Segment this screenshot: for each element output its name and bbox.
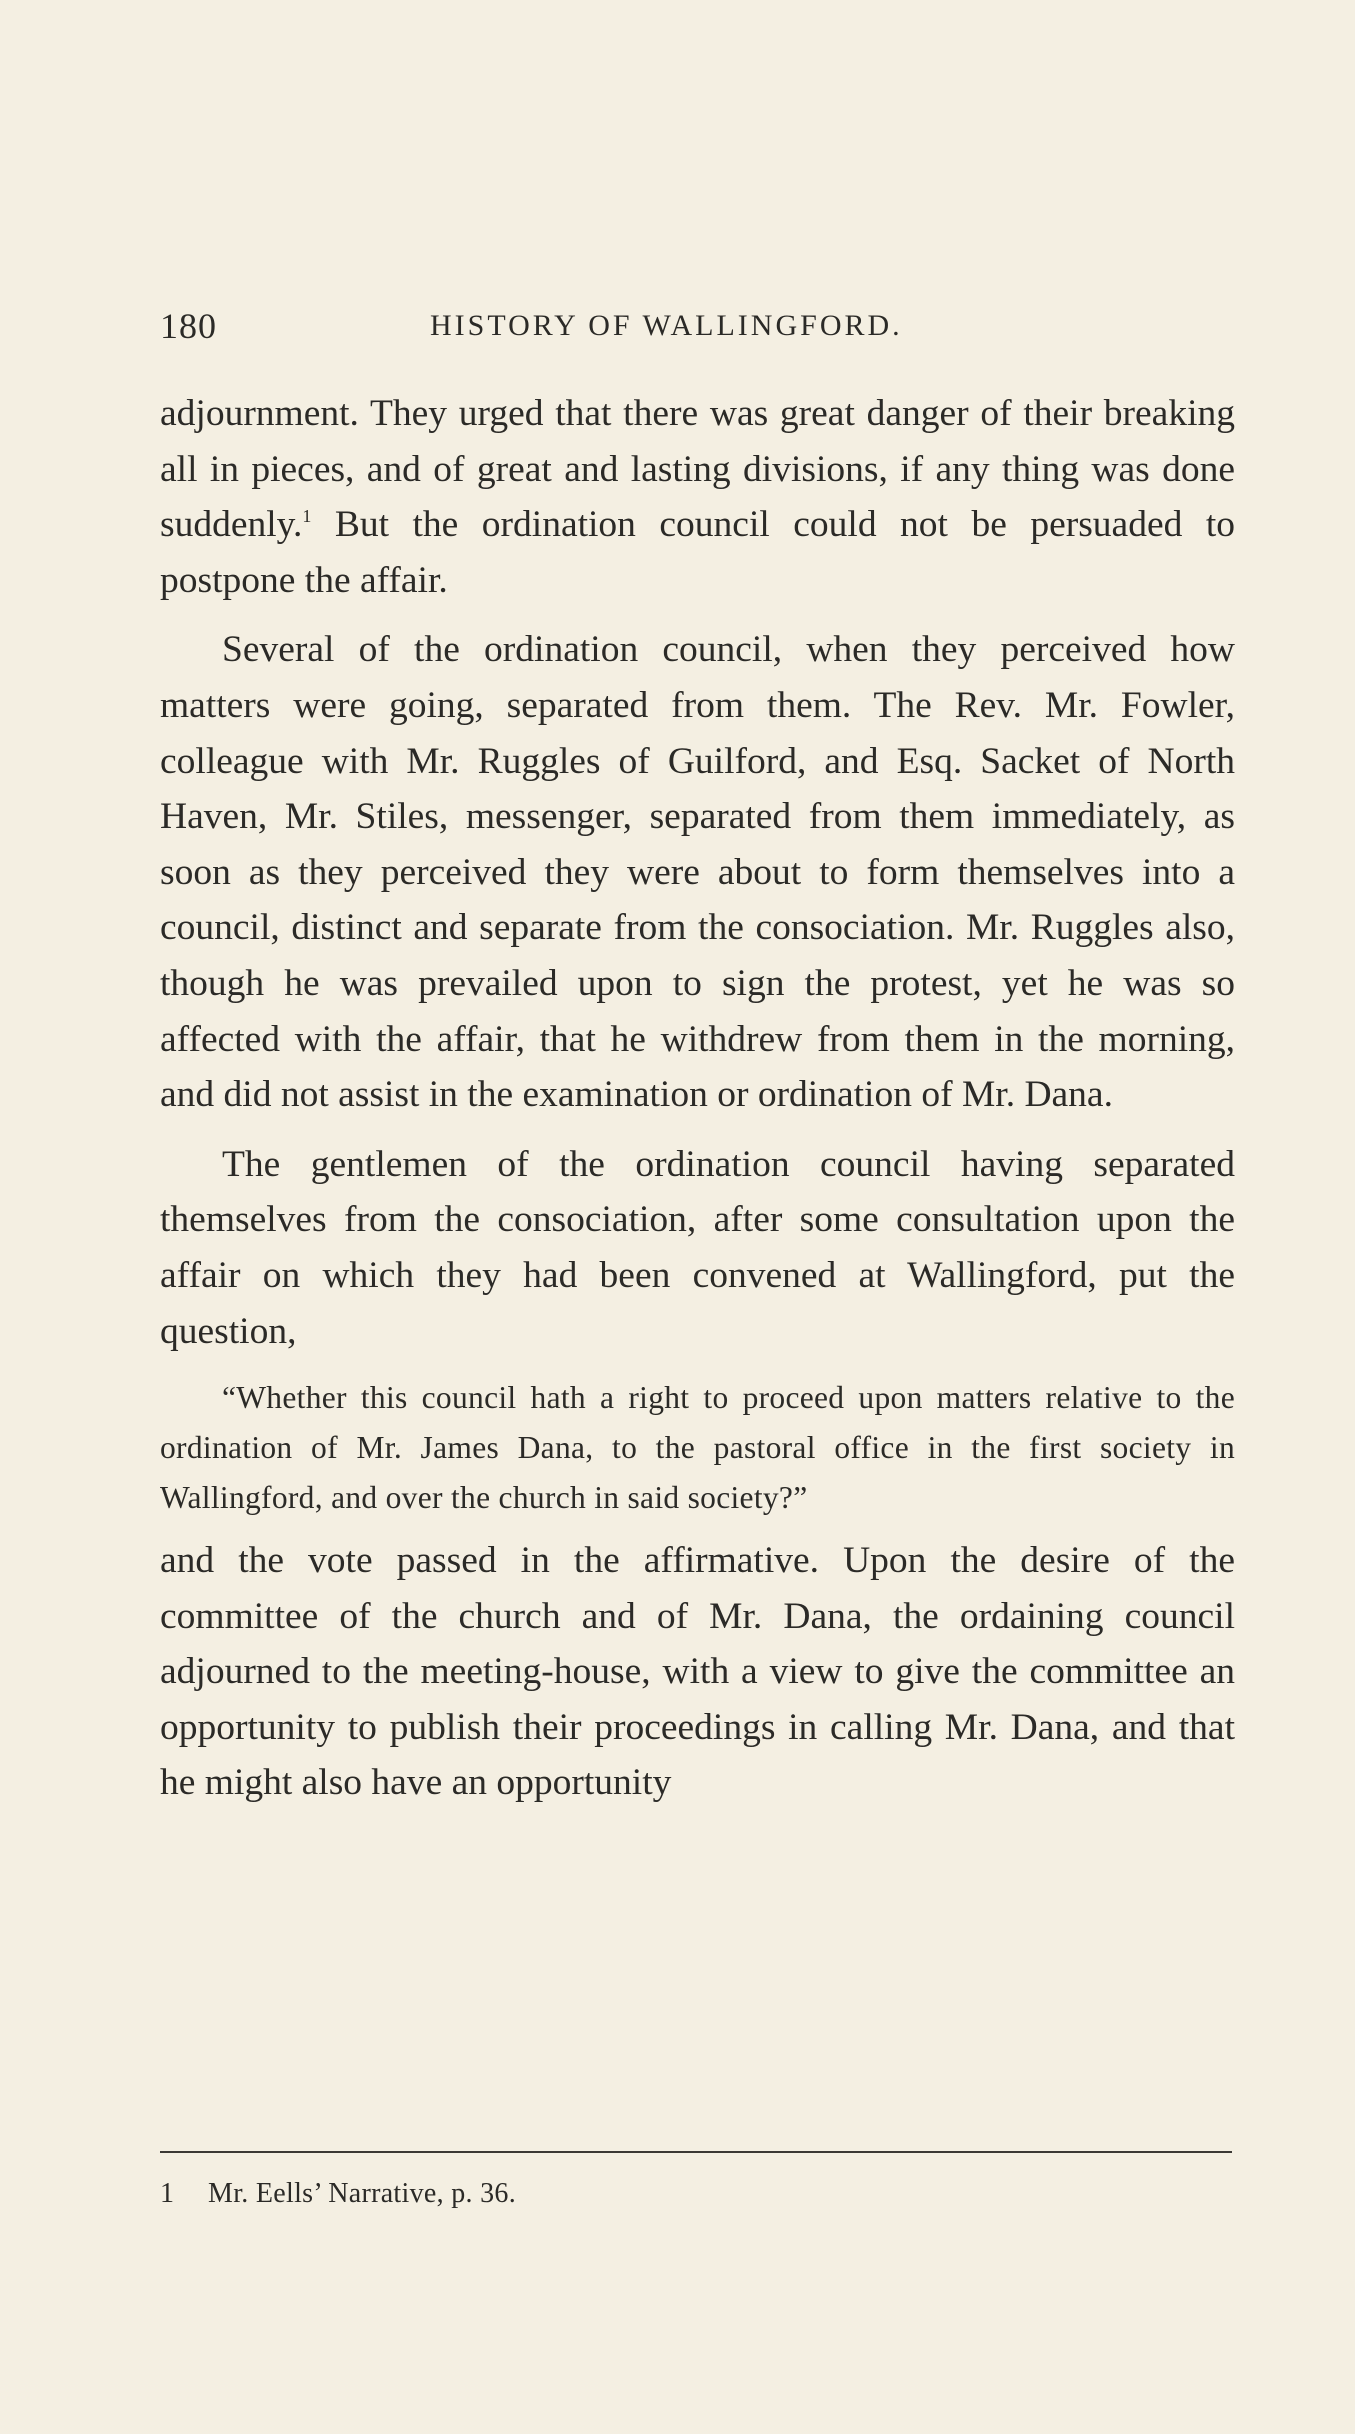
footnote-text: Mr. Eells’ Narrative, p. 36.	[208, 2178, 517, 2209]
footnote-divider	[160, 2151, 1232, 2153]
paragraph-1-text-a: adjournment. They urged that there was great danger of their breaking all in pieces, and of great and lasting divisions, if any thing was done suddenly.	[160, 393, 1235, 546]
paragraph-4: and the vote passed in the affirmative. Upon the desire of the committee of the church and of Mr. Dana, the ordaining council adjourned to the meeting-house, with a view to give the committee an opportunity to publish their proceedings in calling Mr. Dana, and that he might also have an opportunity	[160, 1540, 1235, 1804]
page-number: 180	[160, 306, 217, 346]
footnote-number: 1	[160, 2178, 175, 2209]
running-title: HISTORY OF WALLINGFORD.	[430, 309, 903, 342]
paragraph-3: The gentlemen of the ordination council having separated themselves from the consociation, after some consultation upon the affair on which they had been convened at Wallingford, put the question,	[160, 1143, 1235, 1352]
paragraph-1	[160, 386, 1235, 608]
page-header	[160, 305, 1235, 355]
body-text	[160, 386, 1235, 1811]
footnote-reference: 1	[302, 506, 312, 527]
paragraph-2: Several of the ordination council, when they perceived how matters were going, separated from them. The Rev. Mr. Fowler, colleague with Mr. Ruggles of Guilford, and Esq. Sacket of North Haven, Mr. Stiles, messenger, separated from them immediately, as soon as they perceived they were about to form themselves into a council, distinct and separate from the consociation. Mr. Ruggles also, though he was prevailed upon to sign the protest, yet he was so affected with the affair, that he withdrew from them in the morning, and did not assist in the examination or ordination of Mr. Dana.	[160, 629, 1235, 1116]
block-quote: “Whether this council hath a right to proceed upon matters relative to the ordination of Mr. James Dana, to the pastoral office in the first society in Wallingford, and over the church in said society?”	[160, 1380, 1235, 1516]
paragraph-1-text-b: But the ordination council could not be persuaded to postpone the affair.	[160, 504, 1235, 601]
footnote	[160, 2178, 516, 2210]
